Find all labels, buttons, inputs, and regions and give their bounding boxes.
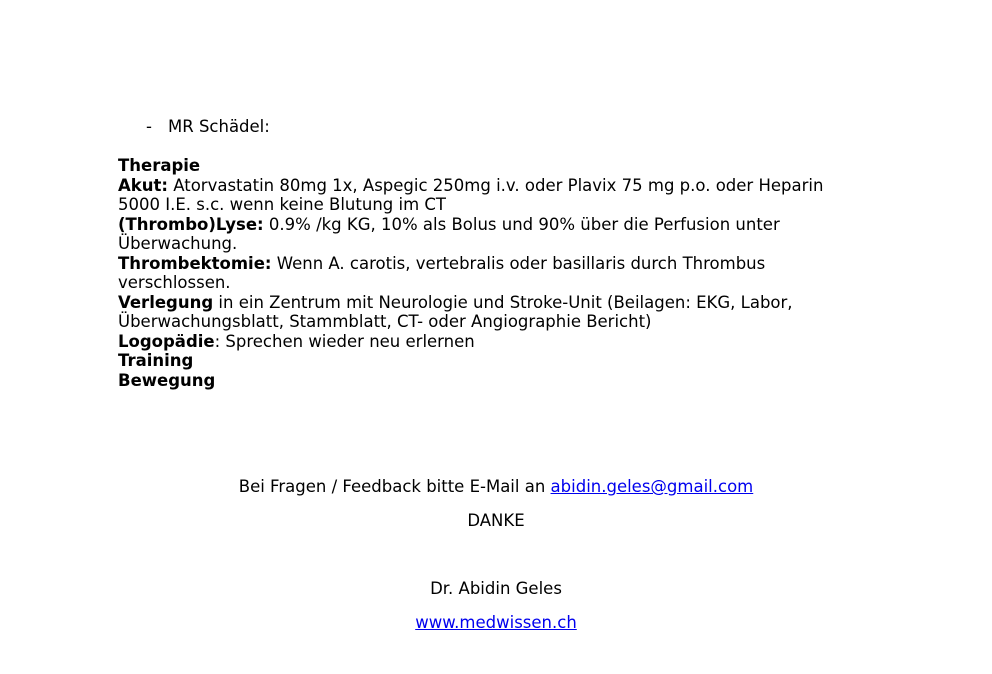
bewegung-label: Bewegung	[118, 370, 216, 390]
logopaedie-label: Logopädie	[118, 331, 215, 351]
thrombektomie-paragraph	[118, 254, 858, 293]
author-name: Dr. Abidin Geles	[430, 579, 562, 598]
bewegung-line	[118, 371, 858, 391]
verlegung-text: in ein Zentrum mit Neurologie und Stroke-Unit (Beilagen: EKG, Labor, Überwachungsblatt, Stammblatt, CT- oder Angiographie Bericht)	[118, 292, 793, 331]
training-line	[118, 351, 858, 371]
list-item-text: MR Schädel:	[168, 117, 270, 136]
therapy-section	[118, 116, 858, 390]
feedback-line	[0, 476, 992, 498]
akut-text: Atorvastatin 80mg 1x, Aspegic 250mg i.v. oder Plavix 75 mg p.o. oder Heparin 5000 I.E. s.c. wenn keine Blutung im CT	[118, 175, 824, 214]
logopaedie-text: : Sprechen wieder neu erlernen	[214, 331, 475, 351]
thrombektomie-text: Wenn A. carotis, vertebralis oder basillaris durch Thrombus verschlossen.	[118, 253, 766, 292]
akut-paragraph	[118, 176, 858, 215]
therapy-heading: Therapie	[118, 156, 201, 175]
thrombektomie-label: Thrombektomie:	[118, 253, 272, 273]
feedback-text: Bei Fragen / Feedback bitte E-Mail an	[238, 477, 551, 496]
akut-label: Akut:	[118, 175, 168, 195]
email-link[interactable]: abidin.geles@gmail.com	[550, 477, 754, 496]
lyse-label: (Thrombo)Lyse:	[118, 214, 264, 234]
logopaedie-paragraph	[118, 332, 858, 352]
verlegung-label: Verlegung	[118, 292, 214, 312]
lyse-text: 0.9% /kg KG, 10% als Bolus und 90% über die Perfusion unter Überwachung.	[118, 214, 780, 253]
list-dash: -	[146, 117, 152, 136]
website-line	[0, 612, 992, 634]
website-link[interactable]: www.medwissen.ch	[415, 613, 577, 632]
verlegung-paragraph	[118, 293, 858, 332]
training-label: Training	[118, 351, 194, 370]
lyse-paragraph	[118, 215, 858, 254]
thanks-text: DANKE	[467, 511, 525, 530]
